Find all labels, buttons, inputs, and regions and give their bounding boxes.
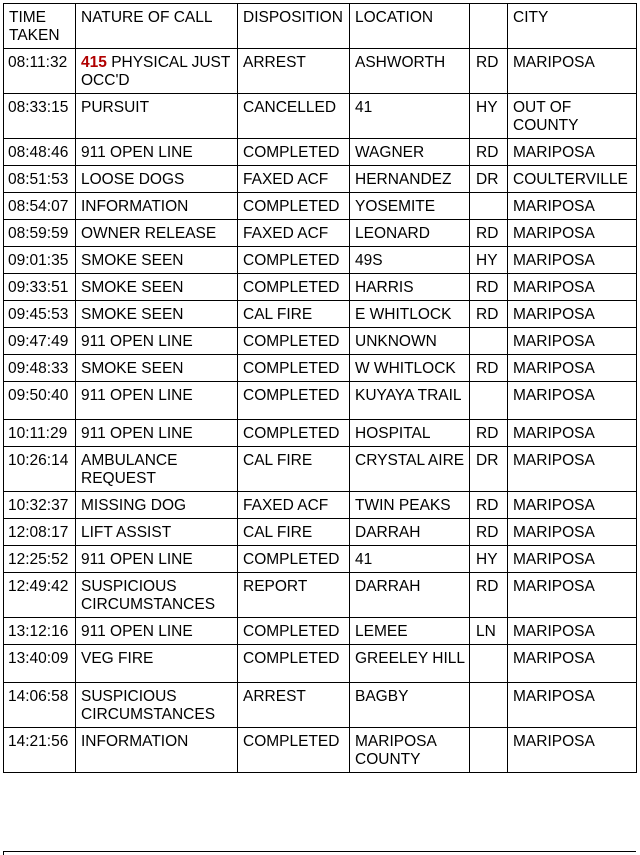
cell-nature (76, 301, 238, 328)
cell-disposition (238, 94, 350, 139)
cell-location (350, 618, 470, 645)
cell-nature-text: SMOKE SEEN (81, 279, 184, 296)
table-row (4, 382, 637, 420)
call-log-table (3, 3, 637, 773)
cell-disposition-text: CAL FIRE (243, 306, 313, 323)
cell-disposition (238, 382, 350, 420)
cell-time-text: 09:47:49 (8, 333, 69, 350)
cell-location (350, 220, 470, 247)
cell-city (508, 247, 637, 274)
cell-city-text: MARIPOSA (513, 623, 595, 640)
cell-suffix (470, 492, 508, 519)
table-row (4, 220, 637, 247)
cell-nature-text: LIFT ASSIST (81, 524, 172, 541)
cell-time-text: 08:51:53 (8, 171, 69, 188)
cell-time (4, 355, 76, 382)
cell-nature-text: AMBULANCE REQUEST (81, 452, 178, 487)
cell-time (4, 382, 76, 420)
cell-nature (76, 355, 238, 382)
cell-suffix (470, 49, 508, 94)
cell-time-text: 09:45:53 (8, 306, 69, 323)
cell-location-text: DARRAH (355, 578, 421, 595)
cell-suffix-text: LN (476, 623, 496, 640)
cell-nature-text: VEG FIRE (81, 650, 154, 667)
cell-disposition (238, 220, 350, 247)
cell-location-text: ASHWORTH (355, 54, 446, 71)
cell-time (4, 193, 76, 220)
cell-city-text: MARIPOSA (513, 387, 595, 404)
cell-time-text: 14:21:56 (8, 733, 69, 750)
cell-time (4, 247, 76, 274)
cell-nature (76, 519, 238, 546)
header-city: CITY (508, 4, 637, 49)
cell-disposition-text: CAL FIRE (243, 452, 313, 469)
cell-disposition (238, 166, 350, 193)
cell-disposition-text: FAXED ACF (243, 225, 329, 242)
cell-city (508, 382, 637, 420)
cell-nature (76, 193, 238, 220)
cell-time (4, 546, 76, 573)
cell-time-text: 08:59:59 (8, 225, 69, 242)
cell-nature-text: SUSPICIOUS CIRCUMSTANCES (81, 578, 216, 613)
cell-time-text: 13:12:16 (8, 623, 69, 640)
cell-time-text: 08:11:32 (8, 54, 68, 71)
next-row-edge (3, 851, 636, 855)
cell-disposition (238, 683, 350, 728)
header-disposition: DISPOSITION (238, 4, 350, 49)
cell-time-text: 09:01:35 (8, 252, 69, 269)
cell-city (508, 683, 637, 728)
cell-location-text: MARIPOSA COUNTY (355, 733, 436, 768)
cell-location-text: HOSPITAL (355, 425, 431, 442)
cell-location-text: BAGBY (355, 688, 409, 705)
cell-city (508, 728, 637, 773)
cell-nature-text: PHYSICAL JUST OCC'D (81, 54, 231, 89)
table-row (4, 139, 637, 166)
cell-location-text: UNKNOWN (355, 333, 437, 350)
cell-disposition-text: COMPLETED (243, 551, 340, 568)
cell-location (350, 139, 470, 166)
cell-suffix (470, 519, 508, 546)
cell-nature-text: 911 OPEN LINE (81, 144, 193, 161)
cell-location-text: HARRIS (355, 279, 414, 296)
cell-disposition (238, 274, 350, 301)
table-row (4, 519, 637, 546)
cell-suffix (470, 193, 508, 220)
cell-suffix (470, 420, 508, 447)
cell-nature-text: INFORMATION (81, 198, 189, 215)
cell-suffix-text: RD (476, 144, 499, 161)
cell-suffix-text: RD (476, 524, 499, 541)
cell-suffix-text: DR (476, 171, 499, 188)
cell-disposition-text: COMPLETED (243, 333, 340, 350)
cell-disposition (238, 355, 350, 382)
cell-city-text: MARIPOSA (513, 452, 595, 469)
cell-time-text: 09:50:40 (8, 387, 69, 404)
cell-nature (76, 139, 238, 166)
cell-disposition-text: COMPLETED (243, 425, 340, 442)
cell-city (508, 94, 637, 139)
cell-disposition (238, 193, 350, 220)
cell-location-text: TWIN PEAKS (355, 497, 451, 514)
cell-disposition-text: COMPLETED (243, 623, 340, 640)
cell-suffix (470, 546, 508, 573)
cell-suffix (470, 328, 508, 355)
cell-disposition-text: COMPLETED (243, 198, 340, 215)
cell-time (4, 573, 76, 618)
cell-location-text: 41 (355, 551, 373, 568)
cell-nature (76, 247, 238, 274)
table-row (4, 492, 637, 519)
cell-disposition (238, 328, 350, 355)
cell-suffix-text: RD (476, 225, 499, 242)
cell-location-text: GREELEY HILL (355, 650, 465, 667)
cell-nature (76, 447, 238, 492)
cell-nature (76, 382, 238, 420)
cell-location (350, 728, 470, 773)
cell-location (350, 573, 470, 618)
cell-location (350, 94, 470, 139)
cell-time-text: 12:25:52 (8, 551, 69, 568)
table-row (4, 247, 637, 274)
cell-suffix-text: RD (476, 497, 499, 514)
cell-city (508, 274, 637, 301)
cell-city-text: MARIPOSA (513, 650, 595, 667)
cell-nature-text: OWNER RELEASE (81, 225, 217, 242)
cell-city (508, 645, 637, 683)
cell-city (508, 573, 637, 618)
cell-city-text: MARIPOSA (513, 360, 595, 377)
cell-time-text: 13:40:09 (8, 650, 69, 667)
table-row (4, 355, 637, 382)
cell-location (350, 420, 470, 447)
cell-disposition (238, 301, 350, 328)
cell-location-text: CRYSTAL AIRE (355, 452, 465, 469)
cell-time-text: 10:26:14 (8, 452, 69, 469)
cell-time (4, 49, 76, 94)
cell-time (4, 492, 76, 519)
cell-disposition (238, 728, 350, 773)
cell-city-text: MARIPOSA (513, 54, 595, 71)
cell-city-text: MARIPOSA (513, 198, 595, 215)
cell-time (4, 94, 76, 139)
table-row (4, 546, 637, 573)
header-location: LOCATION (350, 4, 470, 49)
table-row (4, 683, 637, 728)
table-row (4, 573, 637, 618)
cell-city-text: MARIPOSA (513, 252, 595, 269)
cell-disposition-text: CAL FIRE (243, 524, 313, 541)
cell-location (350, 193, 470, 220)
cell-disposition-text: CANCELLED (243, 99, 337, 116)
table-row (4, 328, 637, 355)
cell-location (350, 492, 470, 519)
cell-suffix (470, 220, 508, 247)
cell-suffix (470, 447, 508, 492)
cell-disposition (238, 573, 350, 618)
cell-city (508, 49, 637, 94)
cell-city-text: MARIPOSA (513, 551, 595, 568)
cell-city (508, 355, 637, 382)
cell-suffix-text: RD (476, 360, 499, 377)
cell-suffix-text: RD (476, 279, 499, 296)
cell-disposition (238, 420, 350, 447)
cell-disposition-text: COMPLETED (243, 387, 340, 404)
cell-city (508, 447, 637, 492)
cell-suffix (470, 94, 508, 139)
cell-time-text: 08:33:15 (8, 99, 69, 116)
cell-city-text: MARIPOSA (513, 279, 595, 296)
cell-nature-text: MISSING DOG (81, 497, 187, 514)
cell-disposition-text: COMPLETED (243, 360, 340, 377)
table-row (4, 618, 637, 645)
cell-disposition (238, 645, 350, 683)
cell-suffix-text: DR (476, 452, 499, 469)
table-row (4, 447, 637, 492)
cell-nature-text: PURSUIT (81, 99, 150, 116)
cell-disposition (238, 247, 350, 274)
cell-time (4, 728, 76, 773)
cell-city-text: MARIPOSA (513, 578, 595, 595)
cell-disposition-text: COMPLETED (243, 650, 340, 667)
cell-city (508, 618, 637, 645)
cell-time (4, 301, 76, 328)
cell-suffix (470, 382, 508, 420)
cell-location-text: KUYAYA TRAIL (355, 387, 462, 404)
cell-suffix-text: HY (476, 252, 498, 269)
cell-disposition-text: FAXED ACF (243, 497, 329, 514)
header-suffix (470, 4, 508, 49)
cell-time (4, 139, 76, 166)
cell-disposition-text: ARREST (243, 688, 306, 705)
cell-location (350, 166, 470, 193)
cell-location-text: E WHITLOCK (355, 306, 452, 323)
cell-time (4, 220, 76, 247)
cell-nature (76, 94, 238, 139)
cell-disposition (238, 49, 350, 94)
cell-nature (76, 166, 238, 193)
cell-location (350, 49, 470, 94)
cell-time-text: 08:54:07 (8, 198, 69, 215)
cell-location-text: 49S (355, 252, 383, 269)
cell-suffix (470, 274, 508, 301)
cell-location (350, 328, 470, 355)
cell-suffix (470, 728, 508, 773)
table-row (4, 274, 637, 301)
cell-time-text: 14:06:58 (8, 688, 69, 705)
cell-city-text: MARIPOSA (513, 144, 595, 161)
cell-city (508, 328, 637, 355)
table-row (4, 49, 637, 94)
table-row (4, 193, 637, 220)
cell-location (350, 519, 470, 546)
cell-disposition (238, 519, 350, 546)
cell-location-text: W WHITLOCK (355, 360, 456, 377)
cell-disposition-text: REPORT (243, 578, 308, 595)
cell-suffix-text: HY (476, 551, 498, 568)
cell-city-text: COULTERVILLE (513, 171, 628, 188)
cell-disposition-text: COMPLETED (243, 252, 340, 269)
table-row (4, 420, 637, 447)
cell-location (350, 355, 470, 382)
cell-time (4, 683, 76, 728)
cell-city (508, 166, 637, 193)
cell-time (4, 519, 76, 546)
cell-nature-text: 911 OPEN LINE (81, 425, 193, 442)
cell-location-text: YOSEMITE (355, 198, 436, 215)
cell-time-text: 09:33:51 (8, 279, 69, 296)
cell-time-text: 10:11:29 (8, 425, 68, 442)
cell-disposition (238, 546, 350, 573)
cell-nature-text: 911 OPEN LINE (81, 551, 193, 568)
cell-city-text: MARIPOSA (513, 688, 595, 705)
cell-nature (76, 328, 238, 355)
cell-nature-text: SMOKE SEEN (81, 252, 184, 269)
cell-nature (76, 49, 238, 94)
cell-city-text: OUT OF COUNTY (513, 99, 579, 134)
table-row (4, 94, 637, 139)
cell-city (508, 193, 637, 220)
cell-time (4, 274, 76, 301)
cell-suffix (470, 618, 508, 645)
cell-time (4, 645, 76, 683)
cell-nature-text: SUSPICIOUS CIRCUMSTANCES (81, 688, 216, 723)
table-row (4, 645, 637, 683)
cell-nature (76, 728, 238, 773)
cell-nature (76, 274, 238, 301)
cell-suffix (470, 139, 508, 166)
cell-suffix-text: HY (476, 99, 498, 116)
cell-location-text: HERNANDEZ (355, 171, 452, 188)
cell-location (350, 274, 470, 301)
call-code: 415 (81, 54, 107, 71)
cell-disposition (238, 447, 350, 492)
cell-time-text: 08:48:46 (8, 144, 69, 161)
cell-suffix (470, 166, 508, 193)
cell-city-text: MARIPOSA (513, 524, 595, 541)
cell-city-text: MARIPOSA (513, 225, 595, 242)
cell-time (4, 420, 76, 447)
cell-city (508, 492, 637, 519)
cell-time (4, 618, 76, 645)
cell-nature-text: 911 OPEN LINE (81, 623, 193, 640)
cell-city (508, 301, 637, 328)
cell-location-text: WAGNER (355, 144, 425, 161)
cell-city (508, 546, 637, 573)
cell-location (350, 683, 470, 728)
cell-suffix-text: RD (476, 54, 499, 71)
cell-disposition-text: FAXED ACF (243, 171, 329, 188)
cell-time (4, 166, 76, 193)
cell-suffix-text: RD (476, 425, 499, 442)
table-row (4, 301, 637, 328)
cell-time-text: 10:32:37 (8, 497, 69, 514)
cell-disposition-text: COMPLETED (243, 733, 340, 750)
cell-suffix-text: RD (476, 578, 499, 595)
cell-suffix-text: RD (476, 306, 499, 323)
cell-city-text: MARIPOSA (513, 425, 595, 442)
cell-city-text: MARIPOSA (513, 733, 595, 750)
cell-location (350, 546, 470, 573)
cell-city (508, 220, 637, 247)
cell-nature (76, 683, 238, 728)
cell-suffix (470, 573, 508, 618)
cell-location-text: LEONARD (355, 225, 430, 242)
cell-city (508, 420, 637, 447)
cell-disposition-text: COMPLETED (243, 279, 340, 296)
cell-nature (76, 573, 238, 618)
cell-location (350, 447, 470, 492)
cell-nature (76, 420, 238, 447)
cell-disposition (238, 618, 350, 645)
cell-suffix (470, 247, 508, 274)
cell-location-text: 41 (355, 99, 373, 116)
cell-nature-text: 911 OPEN LINE (81, 333, 193, 350)
cell-suffix (470, 301, 508, 328)
cell-time-text: 12:49:42 (8, 578, 69, 595)
cell-nature (76, 492, 238, 519)
cell-city-text: MARIPOSA (513, 497, 595, 514)
cell-nature (76, 645, 238, 683)
cell-nature-text: SMOKE SEEN (81, 306, 184, 323)
cell-city-text: MARIPOSA (513, 306, 595, 323)
cell-location (350, 247, 470, 274)
cell-location-text: LEMEE (355, 623, 408, 640)
cell-location (350, 645, 470, 683)
cell-suffix (470, 645, 508, 683)
cell-nature (76, 220, 238, 247)
cell-nature-text: LOOSE DOGS (81, 171, 185, 188)
cell-nature (76, 546, 238, 573)
cell-nature-text: INFORMATION (81, 733, 189, 750)
cell-suffix (470, 355, 508, 382)
cell-disposition-text: COMPLETED (243, 144, 340, 161)
cell-time-text: 12:08:17 (8, 524, 69, 541)
cell-time (4, 447, 76, 492)
header-time: TIME TAKEN (4, 4, 76, 49)
cell-time (4, 328, 76, 355)
cell-city (508, 519, 637, 546)
cell-nature-text: SMOKE SEEN (81, 360, 184, 377)
cell-location (350, 382, 470, 420)
header-nature: NATURE OF CALL (76, 4, 238, 49)
cell-location-text: DARRAH (355, 524, 421, 541)
cell-disposition (238, 492, 350, 519)
cell-time-text: 09:48:33 (8, 360, 69, 377)
cell-city-text: MARIPOSA (513, 333, 595, 350)
table-row (4, 166, 637, 193)
cell-nature (76, 618, 238, 645)
cell-city (508, 139, 637, 166)
table-row (4, 728, 637, 773)
cell-disposition-text: ARREST (243, 54, 306, 71)
cell-location (350, 301, 470, 328)
cell-nature-text: 911 OPEN LINE (81, 387, 193, 404)
header-row (4, 4, 637, 49)
cell-suffix (470, 683, 508, 728)
cell-disposition (238, 139, 350, 166)
